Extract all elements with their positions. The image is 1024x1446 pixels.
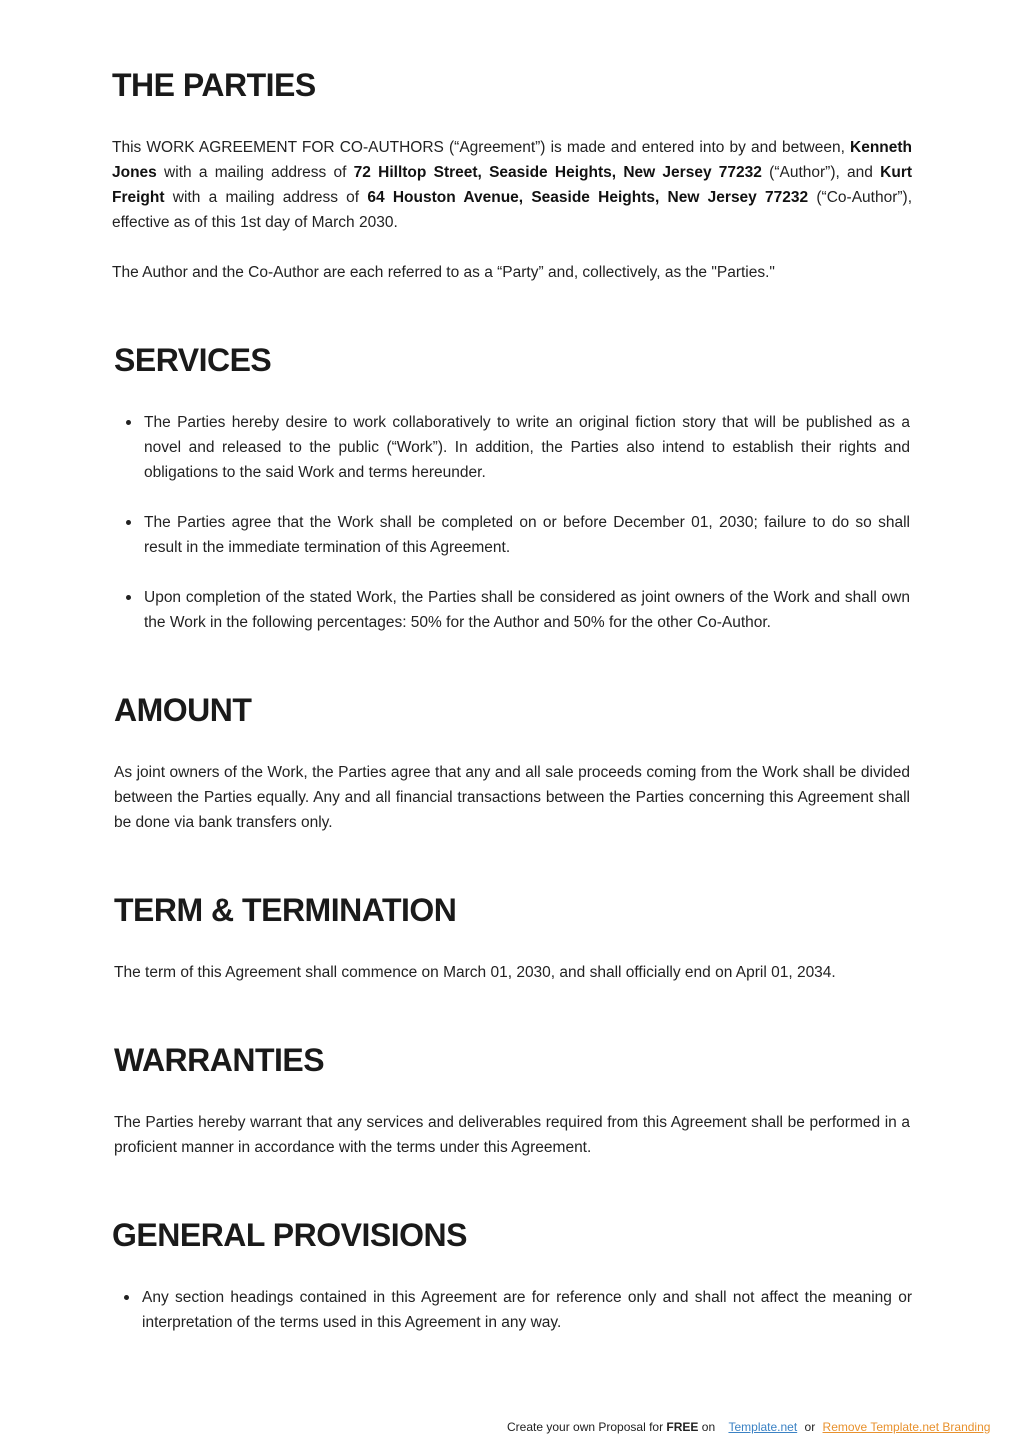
term-paragraph: The term of this Agreement shall commence on March 01, 2030, and shall officially end on April 01, 2034. (114, 964, 836, 981)
parties-paragraph (112, 135, 912, 235)
bullet-icon (124, 1295, 129, 1300)
services-item-text: The Parties agree that the Work shall be completed on or before December 01, 2030; failure to do so shall result in the immediate termination of this Agreement. (144, 514, 910, 556)
branding-footer (507, 1418, 990, 1436)
parties-text-5: (“Co-Author”), effective as of this 1st day of March 2030. (112, 189, 912, 231)
bullet-icon (126, 520, 131, 525)
parties-definition: The Author and the Co-Author are each referred to as a “Party” and, collectively, as the "Parties." (112, 264, 775, 281)
parties-text-3: (“Author”), and (761, 164, 881, 181)
parties-text-1: This WORK AGREEMENT FOR CO-AUTHORS (“Agreement”) is made and entered into by and between, (112, 139, 850, 156)
remove-branding-link[interactable]: Remove Template.net Branding (822, 1420, 991, 1434)
coauthor-name: Kurt Freight (112, 164, 913, 206)
parties-text-2: with a mailing address of (156, 164, 354, 181)
footer-on: on (698, 1420, 716, 1434)
services-list (112, 410, 910, 635)
author-name: Kenneth Jones (112, 139, 912, 181)
general-provisions-list (110, 1285, 912, 1335)
heading-general-provisions: GENERAL PROVISIONS (112, 1217, 467, 1253)
general-provisions-item-text: Any section headings contained in this Agreement are for reference only and shall not affect the meaning or interpretation of the terms used in this Agreement in any way. (142, 1289, 912, 1331)
heading-term-termination: TERM & TERMINATION (114, 892, 457, 928)
services-item-text: Upon completion of the stated Work, the Parties shall be considered as joint owners of the Work and shall own the Work in the following percentages: 50% for the Author and 50% for the other Co-Author. (144, 589, 910, 631)
heading-services: SERVICES (114, 342, 272, 378)
heading-the-parties: THE PARTIES (112, 67, 316, 103)
footer-free: FREE (666, 1420, 699, 1434)
general-provisions-item (110, 1285, 912, 1335)
services-item (112, 510, 910, 560)
footer-or: or (804, 1420, 816, 1434)
warranties-paragraph: The Parties hereby warrant that any services and deliverables required from this Agreement shall be performed in a proficient manner in accordance with the terms under this Agreement. (114, 1114, 910, 1156)
services-item (112, 585, 910, 635)
bullet-icon (126, 595, 131, 600)
coauthor-address: 64 Houston Avenue, Seaside Heights, New Jersey 77232 (367, 189, 809, 206)
parties-text-4: with a mailing address of (164, 189, 368, 206)
template-net-link[interactable]: Template.net (728, 1420, 798, 1434)
heading-warranties: WARRANTIES (114, 1042, 325, 1078)
bullet-icon (126, 420, 131, 425)
heading-amount: AMOUNT (114, 692, 252, 728)
services-item-text: The Parties hereby desire to work collaboratively to write an original fiction story that will be published as a novel and released to the public (“Work”). In addition, the Parties also intend to establish their rights and obligations to the said Work and terms hereunder. (144, 414, 910, 481)
author-address: 72 Hilltop Street, Seaside Heights, New Jersey 77232 (353, 164, 762, 181)
services-item (112, 410, 910, 485)
amount-paragraph: As joint owners of the Work, the Parties agree that any and all sale proceeds coming from the Work shall be divided between the Parties equally. Any and all financial transactions between the Parties concerning this Agreement shall be done via bank transfers only. (114, 764, 910, 831)
footer-prefix: Create your own Proposal for (507, 1420, 667, 1434)
